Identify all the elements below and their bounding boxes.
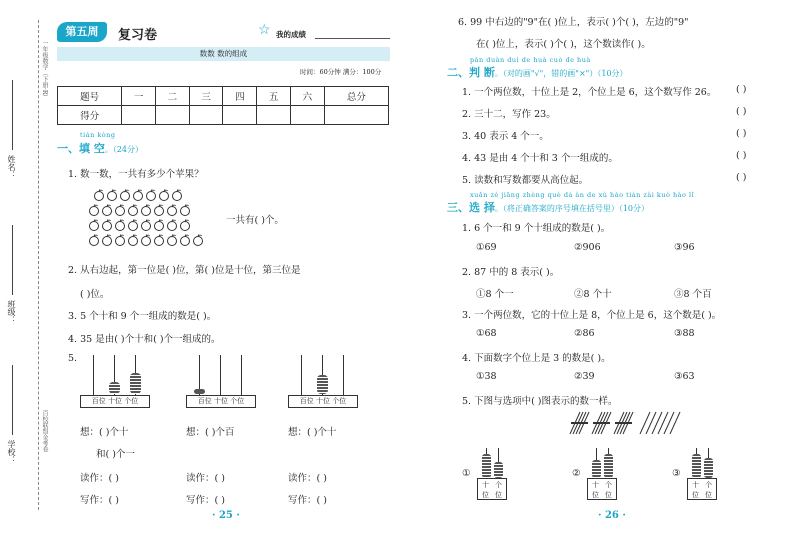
xie-3: 写作：( ): [288, 495, 327, 506]
score-table: [57, 86, 389, 125]
mini-base: [687, 478, 717, 500]
option-abacus-2: [572, 448, 622, 500]
score-cell: 三: [189, 87, 223, 106]
choice-4: 4. 下面数字个位上是 3 的数是( )。: [462, 353, 611, 364]
mini-label: 位: [592, 491, 599, 499]
section2-title: 二、判 断: [447, 66, 495, 79]
single-sticks: [640, 412, 680, 434]
stick-bundle: [614, 412, 633, 434]
score-input-cell[interactable]: [189, 106, 223, 125]
abacus-beads: [109, 382, 120, 394]
choice-3-opt-3: ③88: [674, 328, 695, 339]
binding-margin: [0, 0, 48, 535]
binding-line: [38, 20, 39, 510]
apple-icon: [114, 231, 126, 243]
apple-icon: [179, 231, 191, 243]
judge-4: 4. 43 是由 4 个十和 3 个一组成的。: [462, 153, 618, 164]
topic-banner: [57, 47, 390, 61]
he-1: 和( )个一: [96, 449, 135, 460]
name-line: [12, 80, 13, 150]
q6-text-b: 在( )位上，表示( )个( )，这个数读作( )。: [476, 39, 651, 50]
mini-beads: [704, 458, 713, 478]
score-input-cell[interactable]: [290, 106, 324, 125]
mini-label: 个: [495, 481, 502, 489]
score-cell: 得分: [58, 106, 122, 125]
score-cell: 总分: [324, 87, 388, 106]
section2-heading: [447, 64, 628, 80]
section2-points: 。（对的画"√"，错的画"×"）（10分）: [494, 69, 628, 78]
mini-label: 位: [692, 491, 699, 499]
abacus-beads: [317, 375, 328, 394]
xiang-1: 想：( )个十: [80, 427, 129, 438]
judge-paren-4[interactable]: ( ): [736, 150, 747, 161]
abacus-label: 百位: [299, 397, 314, 405]
du-2: 读作：( ): [186, 473, 225, 484]
abacus-3: [288, 355, 358, 410]
mini-base: [477, 478, 507, 500]
score-cell: 二: [155, 87, 189, 106]
choice-1: 1. 6 个一和 9 个十组成的数是( )。: [462, 223, 611, 234]
abacus-rod: [343, 355, 344, 395]
section1-heading: [57, 140, 143, 156]
section3-points: 。（将正确答案的序号填在括号里）（10分）: [494, 204, 650, 213]
apple-icon: [127, 216, 139, 228]
apple-icon: [132, 186, 144, 198]
score-table-score-row: [58, 106, 389, 125]
du-1: 读作：( ): [80, 473, 119, 484]
choice-4-opt-3: ③63: [674, 371, 695, 382]
choice-2-opt-3: ③8 个百: [674, 289, 712, 300]
stick-bundles: [568, 410, 688, 436]
apple-icon: [106, 186, 118, 198]
judge-2: 2. 三十二，写作 23。: [462, 109, 556, 120]
xiang-3: 想：( )个十: [288, 427, 337, 438]
choice-1-opt-3: ③96: [674, 242, 695, 253]
abacus-label: 百位: [197, 397, 212, 405]
option-abacus-1: [462, 448, 512, 500]
q3-text: 3. 5 个十和 9 个一组成的数是( )。: [68, 311, 217, 322]
section2-pinyin: pàn duàn duì de huà cuò de huà: [470, 56, 591, 64]
apple-icon: [166, 216, 178, 228]
choice-2-opt-1: ①8 个一: [476, 289, 514, 300]
judge-1: 1. 一个两位数，十位上是 2，个位上是 6，这个数写作 26。: [462, 87, 717, 98]
fold-vertical-text: 百校联盟金考卷: [41, 410, 48, 452]
apple-icon: [88, 216, 100, 228]
xie-1: 写作：( ): [80, 495, 119, 506]
abacus-label: 个位: [124, 397, 139, 405]
abacus-label: 百位: [91, 397, 106, 405]
topic-banner-text: 数数 数的组成: [199, 49, 248, 58]
page-number-left: · 25 ·: [212, 510, 240, 521]
apple-icon: [114, 201, 126, 213]
mini-label: 位: [605, 491, 612, 499]
q1-answer: 一共有( )个。: [226, 215, 284, 226]
mini-beads: [494, 462, 503, 478]
choice-2-opt-2: ②8 个十: [574, 289, 612, 300]
score-input-cell[interactable]: [122, 106, 156, 125]
q6-text-a: 6. 99 中右边的"9"在( )位上，表示( )个( )，左边的"9": [458, 17, 689, 28]
apple-icon: [166, 231, 178, 243]
apple-icon: [166, 201, 178, 213]
choice-2: 2. 87 中的 8 表示( )。: [462, 267, 560, 278]
abacus-1: [80, 355, 150, 410]
apple-icon: [179, 201, 191, 213]
option-abacus-3: [672, 448, 722, 500]
section1-pinyin: tián kòng: [80, 131, 116, 139]
mini-beads: [592, 460, 601, 478]
abacus-beads: [194, 389, 205, 394]
page-number-right: · 26 ·: [598, 510, 626, 521]
mini-label: 个: [605, 481, 612, 489]
apple-icon: [179, 216, 191, 228]
apple-icon: [127, 201, 139, 213]
page-title: 复习卷: [118, 28, 158, 43]
abacus-base: [288, 395, 358, 408]
mini-label: 位: [495, 491, 502, 499]
stick-bundles-svg: [568, 410, 688, 436]
apple-icon: [101, 201, 113, 213]
score-label: 我的成绩: [276, 30, 306, 39]
score-cell: 题号: [58, 87, 122, 106]
mini-label: 十: [482, 481, 489, 489]
abacus-label: 十位: [316, 397, 330, 405]
q1-text: 1. 数一数，一共有多少个苹果？: [68, 169, 204, 180]
mini-label: 个: [705, 481, 712, 489]
choice-4-opt-1: ①38: [476, 371, 497, 382]
school-label: 学校：: [7, 440, 16, 464]
apple-icon: [171, 186, 183, 198]
mini-label: 十: [592, 481, 599, 489]
du-3: 读作：( ): [288, 473, 327, 484]
option-marker: ①: [462, 468, 471, 479]
score-cell: 四: [223, 87, 257, 106]
week-tag-text: 第五周: [65, 25, 99, 38]
score-input-cell[interactable]: [223, 106, 257, 125]
apple-icon: [192, 231, 204, 243]
abacus-label: 十位: [214, 397, 228, 405]
abacus-rod: [93, 355, 94, 395]
apple-icon: [101, 231, 113, 243]
name-label: 姓名：: [7, 155, 16, 179]
section1-points: 。（24分）: [104, 145, 144, 154]
stick-bundle: [592, 412, 611, 434]
choice-3-opt-1: ①68: [476, 328, 497, 339]
mini-label: 位: [482, 491, 489, 499]
q5-text: 5.: [68, 353, 78, 364]
score-input-cell[interactable]: [257, 106, 291, 125]
apple-icon: [153, 216, 165, 228]
star-icon: ☆: [258, 22, 271, 38]
judge-3: 3. 40 表示 4 个一。: [462, 131, 549, 142]
apple-icon: [88, 201, 100, 213]
choice-5: 5. 下图与选项中( )图表示的数一样。: [462, 396, 618, 407]
apple-icon: [140, 231, 152, 243]
apple-icon: [145, 186, 157, 198]
xiang-2: 想：( )个百: [186, 427, 235, 438]
apple-icon: [93, 186, 105, 198]
judge-paren-1[interactable]: ( ): [736, 84, 747, 95]
stick-bundle: [570, 412, 589, 434]
option-marker: ②: [572, 468, 581, 479]
mini-base: [587, 478, 617, 500]
judge-paren-2[interactable]: ( ): [736, 106, 747, 117]
abacus-rod: [220, 355, 221, 395]
abacus-rod: [241, 355, 242, 395]
section3-title: 三、选 择: [447, 201, 495, 214]
choice-4-opt-2: ②39: [574, 371, 595, 382]
abacus-label: 个位: [230, 397, 245, 405]
apple-icon: [153, 231, 165, 243]
abacus-beads: [130, 373, 141, 394]
score-cell: 一: [122, 87, 156, 106]
apple-icon: [158, 186, 170, 198]
q2-text-b: ( )位。: [80, 289, 110, 300]
choice-3-opt-2: ②86: [574, 328, 595, 339]
apple-icon: [101, 216, 113, 228]
class-line: [12, 225, 13, 295]
abacus-base: [80, 395, 150, 408]
score-line: [315, 38, 390, 39]
option-marker: ③: [672, 468, 681, 479]
q4-text: 4. 35 是由( )个十和( )个一组成的。: [68, 334, 221, 345]
judge-5: 5. 读数和写数都要从高位起。: [462, 175, 589, 186]
xie-2: 写作：( ): [186, 495, 225, 506]
judge-paren-3[interactable]: ( ): [736, 128, 747, 139]
mini-beads: [692, 454, 701, 478]
week-tag: [57, 22, 107, 42]
abacus-2: [186, 355, 256, 410]
apple-grid: [88, 186, 208, 248]
section3-heading: [447, 199, 649, 215]
apple-icon: [114, 216, 126, 228]
apple-icon: [88, 231, 100, 243]
score-cell: 五: [257, 87, 291, 106]
choice-1-opt-1: ①69: [476, 242, 497, 253]
class-label: 班级：: [7, 300, 16, 324]
q2-text-a: 2. 从右边起，第一位是( )位，第( )位是十位，第三位是: [68, 265, 301, 276]
abacus-base: [186, 395, 256, 408]
apple-icon: [119, 186, 131, 198]
exam-meta: 时间：60分钟 满分：100分: [300, 68, 382, 76]
apple-icon: [140, 216, 152, 228]
mini-beads: [604, 454, 613, 478]
section3-pinyin: xuǎn zé jiāng zhèng què dá àn de xù hào tián zài kuò hào lǐ: [470, 191, 695, 199]
abacus-rod: [301, 355, 302, 395]
score-table-header-row: [58, 87, 389, 106]
choice-3: 3. 一个两位数，它的十位上是 8，个位上是 6，这个数是( )。: [462, 310, 722, 321]
score-input-cell[interactable]: [155, 106, 189, 125]
abacus-label: 个位: [332, 397, 347, 405]
choice-1-opt-2: ②906: [574, 242, 601, 253]
judge-paren-5[interactable]: ( ): [736, 172, 747, 183]
score-input-cell[interactable]: [324, 106, 388, 125]
grade-vertical-text: 一年级数学（下册·R）: [41, 40, 48, 101]
abacus-label: 十位: [108, 397, 122, 405]
apple-icon: [127, 231, 139, 243]
apple-icon: [140, 201, 152, 213]
apple-icon: [153, 201, 165, 213]
score-cell: 六: [290, 87, 324, 106]
mini-beads: [482, 454, 491, 478]
section1-title: 一、填 空: [57, 142, 105, 155]
school-line: [12, 365, 13, 435]
mini-label: 位: [705, 491, 712, 499]
mini-label: 十: [692, 481, 699, 489]
